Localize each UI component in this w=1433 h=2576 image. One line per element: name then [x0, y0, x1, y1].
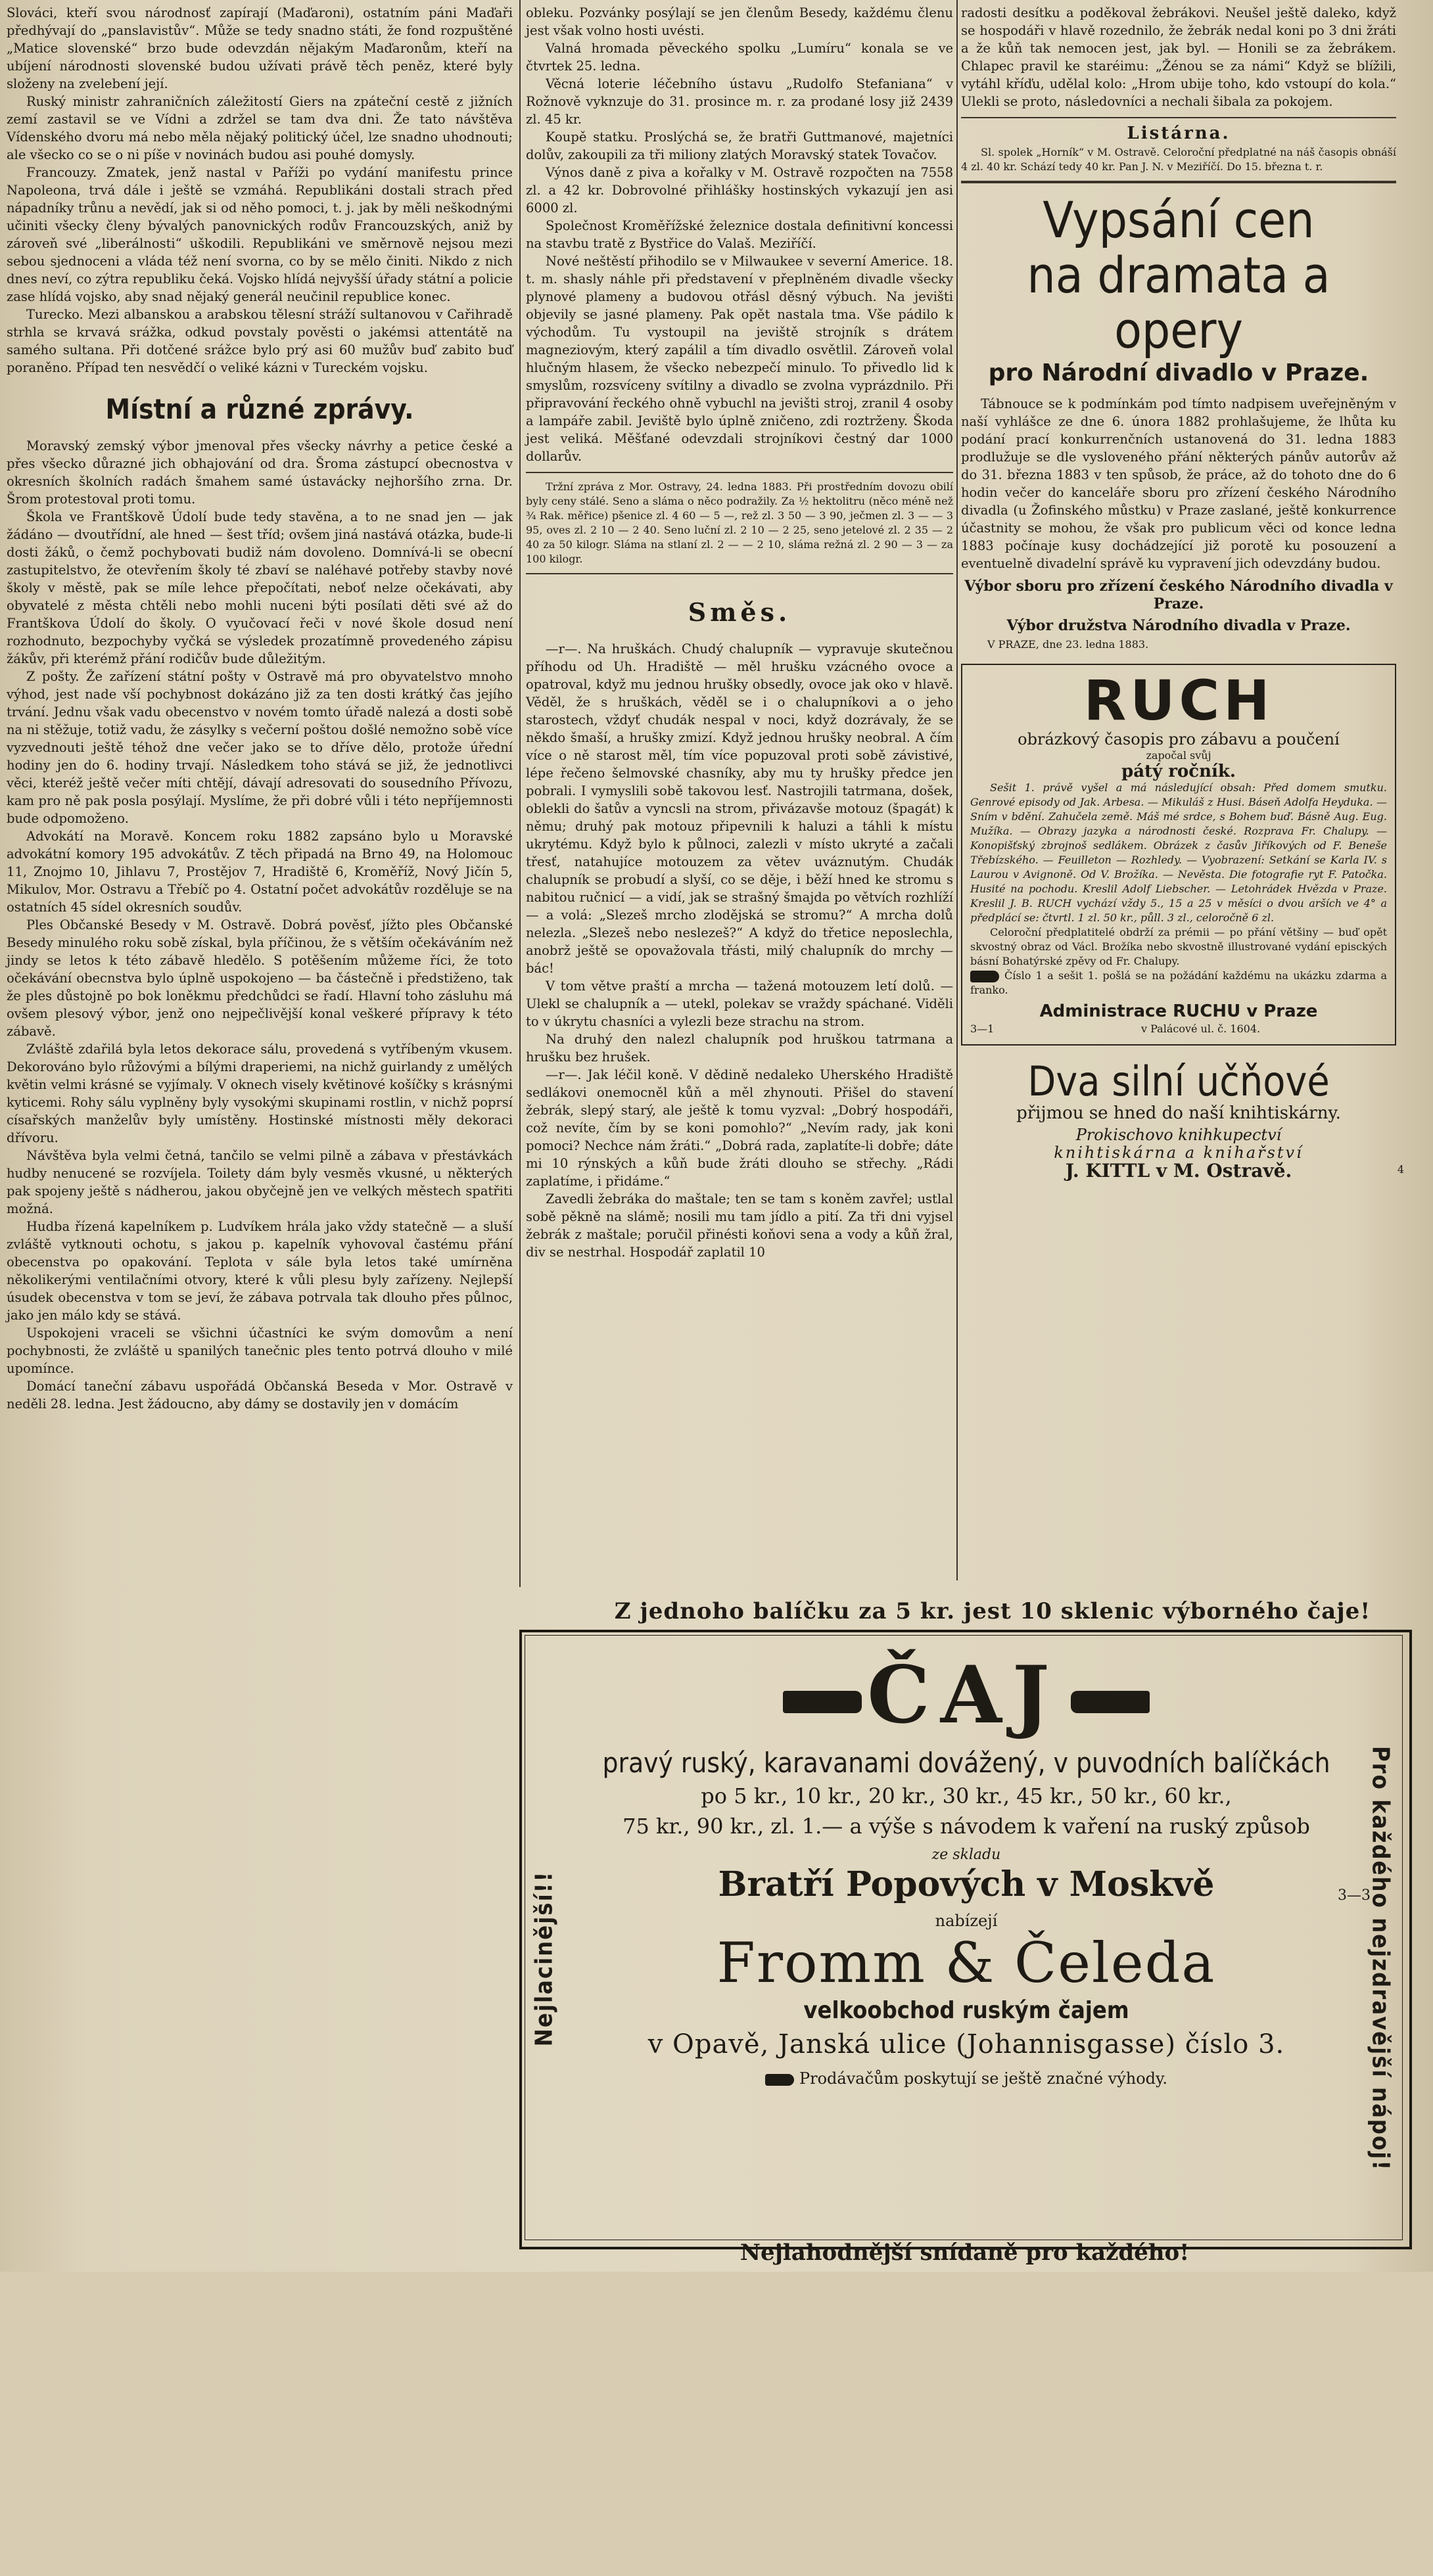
side-label: Pro každého nejzdravější nápoj! [1367, 1745, 1394, 2172]
ad-body: Tábnouce se k podmínkám pod tímto nadpisem uveřejněným v naší vyhlášce ze dne 6. února 1882 prohlašujeme, že lhůta ku podání prací konkurrenčních ustanovená do 31. ledna 1883 prodlužuje se dle vysloveného přání některých pánův autorův až do 31. března 1883 v ten spůsob, že práce, až do tohoto dne do 6 hodin večer do kanceláře sboru pro zřízení českého Národního divadla (u Žofinského můstku) v Praze zaslané, ještě konkurrence účastnity se mohou, že však pro publicum věci od konce ledna 1883 počínaje kusy dochádzející již porotě ku posouzení a eventuelně divadelní správě ku vypravení jich odevzdány budou. [961, 396, 1396, 571]
news-item: Hudba řízená kapelníkem p. Ludvíkem hrála jako vždy statečně — a sluší zvláště vytknouti ochotu, s jakou p. kapelník vyhovoval častému přání obecenstva po opakování. Teplota v sále byla letos také umírněna několikerými ventilačními otvory, které k vůli plesu byly zařízeny. Nejlepší úsudek obecenstva v tom se jeví, že zábava potrvala tak dlouho přes půlnoc, jako jen málo kdy se stává. [7, 1219, 513, 1323]
side-label: Nejlacinější!! [530, 1870, 558, 2047]
ad-signature: Výbor sboru pro zřízení českého Národního divadla v Praze. [964, 578, 1393, 612]
tea-headline [572, 1649, 1361, 1741]
story-paragraph: radosti desítku a poděkoval žebrákovi. Neušel ještě daleko, když se hospodáři v hlavě rozednilo, že žebrák nedal koni po 3 dni žráti a že kůň tak nemocen jest, jak byl. — Honili se za žebrákem. Chlapec pravil ke staréimu: „Žénou se za námi“ Když se blížili, vytáhl kříďu, udělal kolo: „Hrom ubije toho, kdo vstoupí do kola.“ Ulekli se proto, následovníci a nechali šibala za pokojem. [961, 5, 1396, 109]
news-item: Společnost Kroměřížské železnice dostala definitivní koncessi na stavbu tratě z Bystřice do Valaš. Meziříčí. [526, 218, 953, 251]
news-item: Valná hromada pěveckého spolku „Lumíru“ konala se ve čtvrtek 25. ledna. [526, 41, 953, 74]
ad-body: Sešit 1. právě vyšel a má následující obsah: Před domem smutku. Genrové episody od Jak. Arbesa. — Mikuláš z Husi. Báseň Adolfa Heyduka. — Sním v bdění. Zahučela země. Máš mé srdce, s Bohem buď. Básně Aug. Eug. Mužíka. — Obrazy jazyka a národnosti české. Rozprava Fr. Chalupy. — Konopišťský zbrojnoš sedlákem. Obrázek z časův Jiříkových od F. Beneše Třebízského. — Feuilleton — Rozhledy. — Vyobrazení: Setkání se Karla IV. s Laurou v Avignoně. Od V. Brožíka. — Nevěsta. Die fotografie ryt F. Patočka. Husité na pochodu. Kreslil Adolf Liebscher. — Letohrádek Hvězda v Praze. Kreslil J. B. RUCH vychází vždy 5., 15 a 25 v měsíci o dvou arších ve 4° a předplácí se: čtvrtl. 1 zl. 50 kr., půll. 3 zl., celoročně 6 zl. [970, 781, 1387, 924]
ad-footer [970, 1021, 1387, 1039]
ad-admin: Administrace RUCHU v Praze [1039, 1001, 1318, 1021]
ad-subtitle: pátý ročník. [1121, 762, 1236, 781]
pointing-hand-icon [765, 2074, 794, 2086]
column-1 [7, 4, 513, 1413]
side-text-right [1361, 1669, 1407, 2234]
ad-address: v Palácové ul. č. 1604. [1141, 1023, 1261, 1035]
ad-body [970, 969, 1387, 998]
ad-signature: J. KITTL v M. Ostravě. [1065, 1160, 1292, 1182]
article-paragraph: Ruský ministr zahraničních záležitostí Giers na zpáteční cestě z jižních zemí zastavil se ve Vídni a zdržel se tam dva dni. Že tato návštěva Vídenského dvoru má nebo měla nějaký politický účel, lze snadno uhodnouti; ale všecko co se o ni píše v novinách budou asi pouhé domysly. [7, 94, 513, 162]
ad-body: Prokischovo knihkupectví [1075, 1126, 1282, 1144]
side-text-left [525, 1669, 571, 2234]
tea-line [572, 2069, 1361, 2088]
listarna-text: Sl. spolek „Horník“ v M. Ostravě. Celoroční předplatné na náš časopis obnáší 4 zl. 40 kr. Schází tedy 40 kr. Pan J. N. v Meziříčí. Do 15. března t. r. [961, 146, 1396, 173]
tea-company: Fromm & Čeleda [716, 1931, 1216, 1995]
tea-line: velkoobchod ruským čajem [803, 1997, 1129, 2024]
tea-ad [506, 1630, 1423, 2576]
article-paragraph: Francouzy. Zmatek, jenž nastal v Paříži po vydání manifestu prince Napoleona, trvá dále i ještě se vzmáhá. Republikáni dostali strach před nápadníky trůnu a nevědí, jak si od něho pomoci, t. j. jak by měli neškodnými učiniti všecky členy bývalých panovnických rodův Francouzských, aniž by zároveň své „liberálnosti“ uškodili. Republikáni ve směrnově nejsou mezi sebou sjednoceni a vláda též není svorna, co by se mělo činiti. Nikdo z nich dnes neví, co zýtra republiku čeká. Vojsko hlídá nejvyšší úřady státní a policie zase hlídá vojsko, aby snad nějaký generál neučinil republice konec. [7, 165, 513, 304]
tea-address: v Opavě, Janská ulice (Johannisgasse) číslo 3. [647, 2029, 1285, 2059]
news-item: Zvláště zdařilá byla letos dekorace sálu, provedená s vytříbeným vkusem. Dekorováno bylo růžovými a bílými draperiemi, na nichž guirlandy z umělých květin velmi krásné se vyjímaly. V oknech visely květinové košíčky s krásnými kyticemi. Rohy sálu vyplněny byly vysokými skupinami rostlin, v nichž poprsí císařských manželův byly umístěny. Hostinské místnosti měly dekoraci dřívoru. [7, 1042, 513, 1145]
tea-ad-banner: Z jednoho balíčku za 5 kr. jest 10 sklenic výborného čaje! [614, 1598, 1371, 1624]
section-heading: Směs. [688, 597, 791, 627]
ad-vypsani-cen [961, 193, 1396, 652]
ad-number: 3—1 [970, 1023, 995, 1035]
column-rule [956, 0, 958, 1580]
ad-headline: Vypsání cen [1043, 191, 1315, 249]
news-item: Věcná loterie léčebního ústavu „Rudolfo Stefaniana“ v Rožnově vyknzuje do 31. prosince m. r. za prodané losy již 2439 zl. 45 kr. [526, 76, 953, 127]
pointing-hand-icon [970, 971, 999, 982]
tea-headline-text: ČAJ [867, 1649, 1060, 1741]
news-item: Uspokojeni vraceli se všichni účastníci ke svým domovům a není pochybnosti, že zvláště u spanilých tanečnic ples tento potrvá dlouho v milé upomínce. [7, 1325, 513, 1376]
tea-note: Prodávačům poskytují se ještě značné výhody. [799, 2069, 1168, 2088]
story-paragraph: —r—. Na hruškách. Chudý chalupník — vypravuje skutečnou příhodu od Uh. Hradiště — měl hrušku vzácného ovoce a opatroval, když mu jednou hrušky obsedly, ovoce jak oko v hlavě. Věděl, že s hruškách, věděl se i o chalupníkovi a o jeho starostech, vždyť chudák nespal v noci, když dozrávaly, že se někdo šmaší, a hrušky zmizí. Když jednou hrušky neobral. A čím více o ně starost měl, tím více popuzoval proti sobě závistivé, lépe řečeno šelmovské chasníky, aby mu ty hrušky předce jen pobrali. I vymyslili sobě takovou lesť. Nastrojili tatrmana, došek, oblekli do šatův a vyncsli na strom, přivázavše motouz (špagát) k němu; druhý pak motouz připevnili k haluzi a táhli k místu ukrytému. Když bylo k půlnoci, zalezli v místo ukryté a začali třesť, natahujíce motouzem za větev uváznutým. Chudák chalupník se probudí a slyší, co se děje, i běží hned ke stromu s nabitou ručnicí — a vidí, jak se strašný šmajda po větvích rozhlíží — a volá: „Slezeš mrcho zlodějská se stromu?“ A mrcha dolů nelezla. „Slezeš nebo neslezeš?“ A když do třetice neposlechla, anobrž ještě se opovažovala třásti, milý chalupník do mrchy — bác! [526, 641, 953, 976]
tea-prices: 75 kr., 90 kr., zl. 1.— a výše s návodem k vaření na ruský způsob [623, 1814, 1310, 1839]
news-item: Ples Občanské Besedy v M. Ostravě. Dobrá pověsť, jížto ples Občanské Besedy minulého roku sobě získal, byla příčinou, že s větším očekáváním než jindy se letos k této zábavě hledělo. S potěšením můžeme říci, že toto očekávání obecnstva bylo úplně uspokojeno — ba částečně i předstiženo, tak že ples důstojně po bok loněkmu předchůdci se řadí. Hlavní toho zásluhu má ovšem plesový výbor, jenž ono nejpečlivější konal veškeré přípravy k této zábavě. [7, 917, 513, 1039]
ad-subtitle: započal svůj [1146, 749, 1211, 762]
ad-date: V PRAZE, dne 23. ledna 1883. [987, 638, 1149, 651]
tea-ad-body [572, 1649, 1361, 2088]
story-paragraph: Na druhý den nalezl chalupník pod hruškou tatrmana a hrušku bez hrušek. [526, 1032, 953, 1065]
story-paragraph: V tom větve praští a mrcha — tažená motouzem letí dolů. — Ulekl se chalupník a — utekl, polekav se vraždy spáchané. Viděli to v úkrytu chasníci a vylezli beze strachu na strom. [526, 978, 953, 1029]
column-rule [519, 0, 521, 1587]
news-item: Škola ve Frantškově Údolí bude tedy stavěna, a to ne snad jen — jak žádáno — dvoutřídní, ale hned — šest tříd; ovšem jiná nastává otázka, bude-li dosti žáků, o čemž pochybovati budiž nám dovoleno. Domnívá-li se obecní zastupitelstvo, že otevřením školy té zbaví se naléhavé potřeby stavby nové školy v městě, pak se míle lehce přepočítati, neboť nelze očekávati, aby obyvatelé z města chtěli nebo mohli nuceni býti posílati děti své až do Frantškova Údolí do školy. O vyučovací řeči v nové škole dosud není rozhodnuto, bezpochyby vyčká se výsledek prozatímně provedeného zápisu žákův, při kterémž přání rodičův bude důležitým. [7, 509, 513, 666]
ad-headline: na dramata a opery [1027, 246, 1330, 359]
ad-headline: RUCH [1083, 668, 1274, 733]
news-item: Z pošty. Že zařízení státní pošty v Ostravě má pro obyvatelstvo mnoho výhod, jest nade vší pochybnost dokázáno již za ten dosti krátký čas jejího trvání. Jednu však vadu obecenstvo v novém tomto úřadě nalezá a dosti sobě na ni stěžuje, totiž vadu, že zásylky s večerní poštou došlé nemožno sobě více vyzvednouti ještě téhož dne večer jako se to dříve dělo, protože úřední hodiny jen do 6. hodiny trvají. Následkem toho stává se již, že jednotlivci věci, kteréž ještě večer míti chtějí, dávají adresovati do sousedního Přívozu, kam pro ně pak posla posýlají. Myslíme, že při dobré vůli i této nepříjemnosti bude odpomoženo. [7, 669, 513, 826]
ad-signature: Výbor družstva Národního divadla v Praze. [1006, 617, 1351, 634]
ad-headline: Dva silní učňové [1027, 1057, 1330, 1105]
news-item: Moravský zemský výbor jmenoval přes všecky návrhy a petice české a přes všecko důrazné jich obhajování od dra. Šroma zástupcí obecnostva v okresních školních radách šmahem samé ústavácky nejhoršího zrna. Dr. Šrom protestoval proti tomu. [7, 438, 513, 507]
tea-supplier: Bratří Popových v Moskvě [718, 1864, 1215, 1904]
news-item: Advokátí na Moravě. Koncem roku 1882 zapsáno bylo u Moravské advokátní komory 195 advokátův. Z těch připadá na Brno 49, na Holomouc 11, Znojmo 10, Jihlavu 7, Prostějov 7, Hradiště 6, Kroměříž, Nový Jičín 5, Mikulov, Mor. Ostravu a Třebíč po 4. Ostatní počet advokátův rozděluje se na ostatních 45 sídel okresních soudův. [7, 829, 513, 915]
divider [526, 472, 953, 473]
divider [526, 573, 953, 574]
column-2 [526, 4, 953, 1261]
ad-ucnove [961, 1057, 1404, 1182]
news-item: Domácí taneční zábavu uspořádá Občanská Beseda v Mor. Ostravě v neděli 28. ledna. Jest žádoucno, aby dámy se dostavily jen v domácím [7, 1379, 513, 1412]
market-report: Tržní zpráva z Mor. Ostravy, 24. ledna 1883. Při prostředním dovozu obilí byly ceny stálé. Seno a sláma o něco podražily. Za ½ hektolitru (něco méně než ¾ Rak. měřice) pšenice zl. 4 60 — 5 —, rež zl. 3 50 — 3 90, ječmen zl. 3 — — 3 95, oves zl. 2 10 — 2 40. Seno luční zl. 2 10 — 2 25, seno jetelové zl. 2 35 — 2 40 za 50 kilogr. Sláma na stlaní zl. 2 — — 2 10, sláma režná zl. 2 90 — 3 — za 100 kilogr. [526, 480, 953, 565]
tea-line: pravý ruský, karavanami dovážený, v puvodních balíčkách [602, 1747, 1330, 1779]
divider [961, 117, 1396, 118]
pointing-hand-icon [783, 1691, 862, 1713]
ad-ruch [961, 664, 1396, 1046]
news-item: Nové neštěstí přihodilo se v Milwaukee v severní Americe. 18. t. m. shasly náhle při představení v přeplněném divadle všecky plynové plameny a budovou otřásl děsný výbuch. Na jevišti objevily se jasné plameny. Pak opět nastala tma. Vše pádilo k východům. Tu vystoupil na jeviště strojník s drátem magneziovým, který zapálil a tím divadlo osvětlil. Zároveň volal hlučným hlasem, že všecko nebezpečí minulo. To přivedlo lid k smyslům, rozsvíceny svítilny a divadlo se zvolna vyprázdnilo. Při připravování řeckého ohně vybuchl na jevišti stroj, zranil 4 osoby a lampáře zabil. Jeviště bylo úplně zničeno, zdi roztrženy. Škoda jest veliká. Měšťané odevzdali strojníkovi čestný dar 1000 dollarův. [526, 254, 953, 464]
pointing-hand-icon [1071, 1691, 1150, 1713]
news-item: Návštěva byla velmi četná, tančilo se velmi pilně a zábava v přestávkách hudby nenucené se rozvíjela. Toilety dám byly vesměs vkusné, u některých pak spojeny ještě s nádherou, jakou obyčejně jen ve velkých městech spatřiti možná. [7, 1148, 513, 1216]
ad-subheadline: pro Národní divadlo v Praze. [988, 359, 1369, 386]
divider [961, 181, 1396, 183]
section-heading: Místní a různé zprávy. [105, 393, 414, 425]
ad-subtitle: obrázkový časopis pro zábavu a poučení [1018, 730, 1340, 748]
article-paragraph: Slováci, kteří svou národnosť zapírají (Maďaroni), ostatním páni Maďaři předhývají do „panslavistův“. Může se tedy snadno státi, že fond rozpuštěné „Matice slovenské“ brzo bude odevzdán nějakým Maďaronům, kteří na ubíjení národnosti slovenské budou užívati právě těch peněz, které byly složeny na zvelebení její. [7, 5, 513, 91]
story-paragraph: Zavedli žebráka do maštale; ten se tam s koněm zavřel; ustlal sobě pěkně na slámě; nosili mu tam jídlo a pití. Za tři dni vyjsel žebrák z maštale; poručil přinésti koňovi sena a vody a kůň žral, div se nestrhal. Hospodář zaplatil 10 [526, 1191, 953, 1260]
tea-ad-footer: Nejlahodnější snídaně pro každého! [740, 2240, 1190, 2266]
tea-prices: po 5 kr., 10 kr., 20 kr., 30 kr., 45 kr., 50 kr., 60 kr., [701, 1783, 1232, 1808]
ad-body: přijmou se hned do naší knihtiskárny. [1016, 1103, 1341, 1123]
story-paragraph: —r—. Jak léčil koně. V dědině nedaleko Uherského Hradiště sedlákovi onemocněl kůň a měl zhynouti. Přišel do stavení žebrák, slepý starý, ale ještě k tomu vyzval: „Dobrý hospodáři, což nevíte, čím by se koni pomohlo?“ „Nevím rady, jak koni pomoci? Nechce nám žráti.“ „Dobrá rada, zaplatíte-li dobře; dáte mi 10 rýnských a kůň bude žráti dlouho se střechy. „Rádi zaplatíme, i přidáme.“ [526, 1067, 953, 1189]
news-item: obleku. Pozvánky posýlají se jen členům Besedy, každému členu jest však volno hosti uvésti. [526, 5, 953, 38]
tea-line: ze skladu [931, 1847, 1001, 1863]
column-3 [961, 4, 1404, 1182]
news-item: Koupě statku. Proslýchá se, že bratři Guttmanové, majetníci dolův, zakoupili za tři miliony zlatých Moravský statek Tovačov. [526, 129, 953, 162]
listarna-title: Listárna. [1127, 124, 1231, 143]
ad-body-text: Číslo 1 a sešit 1. pošlá se na požádání každému na ukázku zdarma a franko. [970, 969, 1387, 996]
ad-number: 4 [1397, 1163, 1404, 1176]
news-item: Výnos daně z piva a kořalky v M. Ostravě rozpočten na 7558 zl. a 42 kr. Dobrovolné přihlášky hostinských vykazují jen asi 6000 zl. [526, 165, 953, 216]
tea-line: nabízejí [935, 1912, 998, 1930]
ad-body: knihtiskárna a knihařství [1054, 1143, 1304, 1162]
ad-body: Celoroční předplatitelé obdrží za prémii — po přání většiny — buď opět skvostný obraz od Václ. Brožíka nebo skvostně illustrované vydání episckých básní Bohatýrské zpěvy od Fr. Chalupy. [970, 926, 1387, 967]
article-paragraph: Turecko. Mezi albanskou a arabskou tělesní stráží sultanovou v Cařihradě strhla se krvavá srážka, odkud povstaly pověsti o jakémsi attentátě na samého sultana. Při dotčené srážce bylo prý asi 60 mužův buď zabito buď poraněno. Případ ten nesvědčí o veliké kázni v Tureckém vojsku. [7, 307, 513, 375]
ad-number: 3—3 [1338, 1887, 1371, 1904]
